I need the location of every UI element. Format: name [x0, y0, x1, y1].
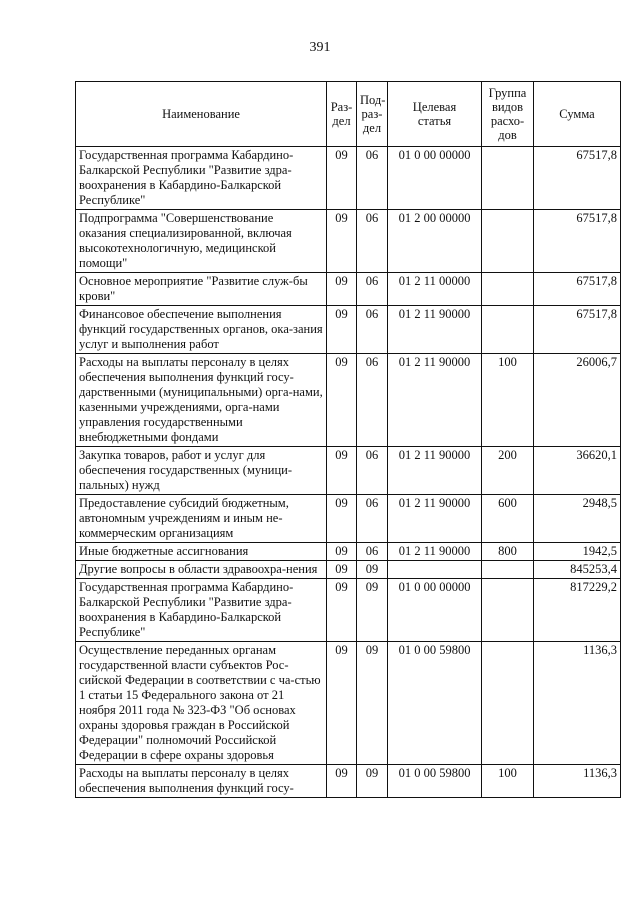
cell-sum: 67517,8 — [534, 210, 621, 273]
cell-target-article: 01 0 00 00000 — [388, 147, 482, 210]
cell-sum: 1942,5 — [534, 543, 621, 561]
cell-subsection: 09 — [357, 579, 388, 642]
cell-section: 09 — [327, 306, 357, 354]
table-row — [76, 273, 621, 306]
cell-target-article: 01 2 11 90000 — [388, 306, 482, 354]
header-subsection — [357, 82, 388, 147]
table-row — [76, 495, 621, 543]
cell-name: Основное мероприятие "Развитие служ-бы крови" — [76, 273, 327, 306]
header-name: Наименование — [76, 82, 327, 147]
header-target-article-text: Целевая статья — [412, 100, 457, 128]
cell-expense-group — [482, 273, 534, 306]
cell-subsection: 06 — [357, 306, 388, 354]
cell-name: Государственная программа Кабардино-Балкарской Республики "Развитие здра-воохранения в Кабардино-Балкарской Республике" — [76, 147, 327, 210]
header-section-text: Раз- дел — [330, 100, 353, 128]
table-row — [76, 561, 621, 579]
cell-target-article: 01 2 00 00000 — [388, 210, 482, 273]
cell-sum: 67517,8 — [534, 273, 621, 306]
table-row — [76, 447, 621, 495]
cell-subsection: 06 — [357, 495, 388, 543]
page-number: 391 — [309, 40, 331, 55]
cell-sum: 36620,1 — [534, 447, 621, 495]
header-subsection-text: Под- раз- дел — [360, 93, 386, 135]
cell-expense-group: 600 — [482, 495, 534, 543]
cell-sum: 67517,8 — [534, 306, 621, 354]
cell-target-article: 01 2 11 90000 — [388, 543, 482, 561]
cell-subsection: 06 — [357, 543, 388, 561]
cell-target-article: 01 2 11 00000 — [388, 273, 482, 306]
table-row — [76, 765, 621, 798]
cell-name: Иные бюджетные ассигнования — [76, 543, 327, 561]
cell-subsection: 06 — [357, 354, 388, 447]
table-body — [76, 147, 621, 798]
cell-subsection: 06 — [357, 273, 388, 306]
cell-section: 09 — [327, 210, 357, 273]
cell-target-article: 01 2 11 90000 — [388, 495, 482, 543]
cell-section: 09 — [327, 543, 357, 561]
table-row — [76, 147, 621, 210]
cell-section: 09 — [327, 273, 357, 306]
header-row — [76, 82, 621, 147]
cell-target-article: 01 0 00 59800 — [388, 765, 482, 798]
cell-subsection: 09 — [357, 642, 388, 765]
cell-expense-group — [482, 579, 534, 642]
cell-target-article: 01 0 00 59800 — [388, 642, 482, 765]
cell-name: Подпрограмма "Совершенствование оказания специализированной, включая высокотехнологичную, медицинской помощи" — [76, 210, 327, 273]
cell-name: Расходы на выплаты персоналу в целях обеспечения выполнения функций госу- — [76, 765, 327, 798]
cell-expense-group — [482, 306, 534, 354]
cell-target-article — [388, 561, 482, 579]
table-row — [76, 306, 621, 354]
table-row — [76, 579, 621, 642]
table-row — [76, 543, 621, 561]
cell-name: Закупка товаров, работ и услуг для обеспечения государственных (муници-пальных) нужд — [76, 447, 327, 495]
header-expense-group — [482, 82, 534, 147]
cell-sum: 26006,7 — [534, 354, 621, 447]
cell-expense-group — [482, 147, 534, 210]
cell-name: Осуществление переданных органам государственной власти субъектов Рос-сийской Федерации в соответствии с ча-стью 1 статьи 15 Федерального закона от 21 ноября 2011 года № 323-ФЗ "Об основах охраны здоровья граждан в Российской Федерации" полномочий Российской Федерации в сфере охраны здоровья — [76, 642, 327, 765]
cell-section: 09 — [327, 765, 357, 798]
cell-expense-group: 800 — [482, 543, 534, 561]
cell-subsection: 09 — [357, 561, 388, 579]
header-section — [327, 82, 357, 147]
cell-subsection: 09 — [357, 765, 388, 798]
budget-table — [75, 81, 621, 798]
cell-name: Государственная программа Кабардино-Балкарской Республики "Развитие здра-воохранения в Кабардино-Балкарской Республике" — [76, 579, 327, 642]
cell-name: Расходы на выплаты персоналу в целях обеспечения выполнения функций госу-дарственными (муниципальными) орга-нами, казенными учреждениями, орга-нами управления государственными внебюджетными фондами — [76, 354, 327, 447]
cell-section: 09 — [327, 495, 357, 543]
table-row — [76, 642, 621, 765]
cell-sum: 1136,3 — [534, 765, 621, 798]
cell-expense-group — [482, 561, 534, 579]
cell-sum: 817229,2 — [534, 579, 621, 642]
cell-subsection: 06 — [357, 447, 388, 495]
cell-expense-group: 100 — [482, 765, 534, 798]
table-row — [76, 354, 621, 447]
cell-section: 09 — [327, 354, 357, 447]
cell-expense-group: 100 — [482, 354, 534, 447]
cell-section: 09 — [327, 642, 357, 765]
cell-section: 09 — [327, 447, 357, 495]
cell-expense-group: 200 — [482, 447, 534, 495]
cell-section: 09 — [327, 561, 357, 579]
cell-expense-group — [482, 642, 534, 765]
header-sum: Сумма — [534, 82, 621, 147]
cell-sum: 67517,8 — [534, 147, 621, 210]
cell-name: Предоставление субсидий бюджетным, автономным учреждениям и иным не-коммерческим организациям — [76, 495, 327, 543]
cell-sum: 1136,3 — [534, 642, 621, 765]
cell-subsection: 06 — [357, 210, 388, 273]
cell-subsection: 06 — [357, 147, 388, 210]
cell-target-article: 01 2 11 90000 — [388, 354, 482, 447]
header-expense-group-text: Группа видов расхо- дов — [488, 86, 527, 142]
cell-name: Другие вопросы в области здравоохра-нения — [76, 561, 327, 579]
cell-expense-group — [482, 210, 534, 273]
cell-target-article: 01 0 00 00000 — [388, 579, 482, 642]
cell-section: 09 — [327, 147, 357, 210]
table-row — [76, 210, 621, 273]
cell-target-article: 01 2 11 90000 — [388, 447, 482, 495]
cell-sum: 845253,4 — [534, 561, 621, 579]
cell-sum: 2948,5 — [534, 495, 621, 543]
header-target-article — [388, 82, 482, 147]
cell-section: 09 — [327, 579, 357, 642]
cell-name: Финансовое обеспечение выполнения функций государственных органов, ока-зания услуг и выполнения работ — [76, 306, 327, 354]
